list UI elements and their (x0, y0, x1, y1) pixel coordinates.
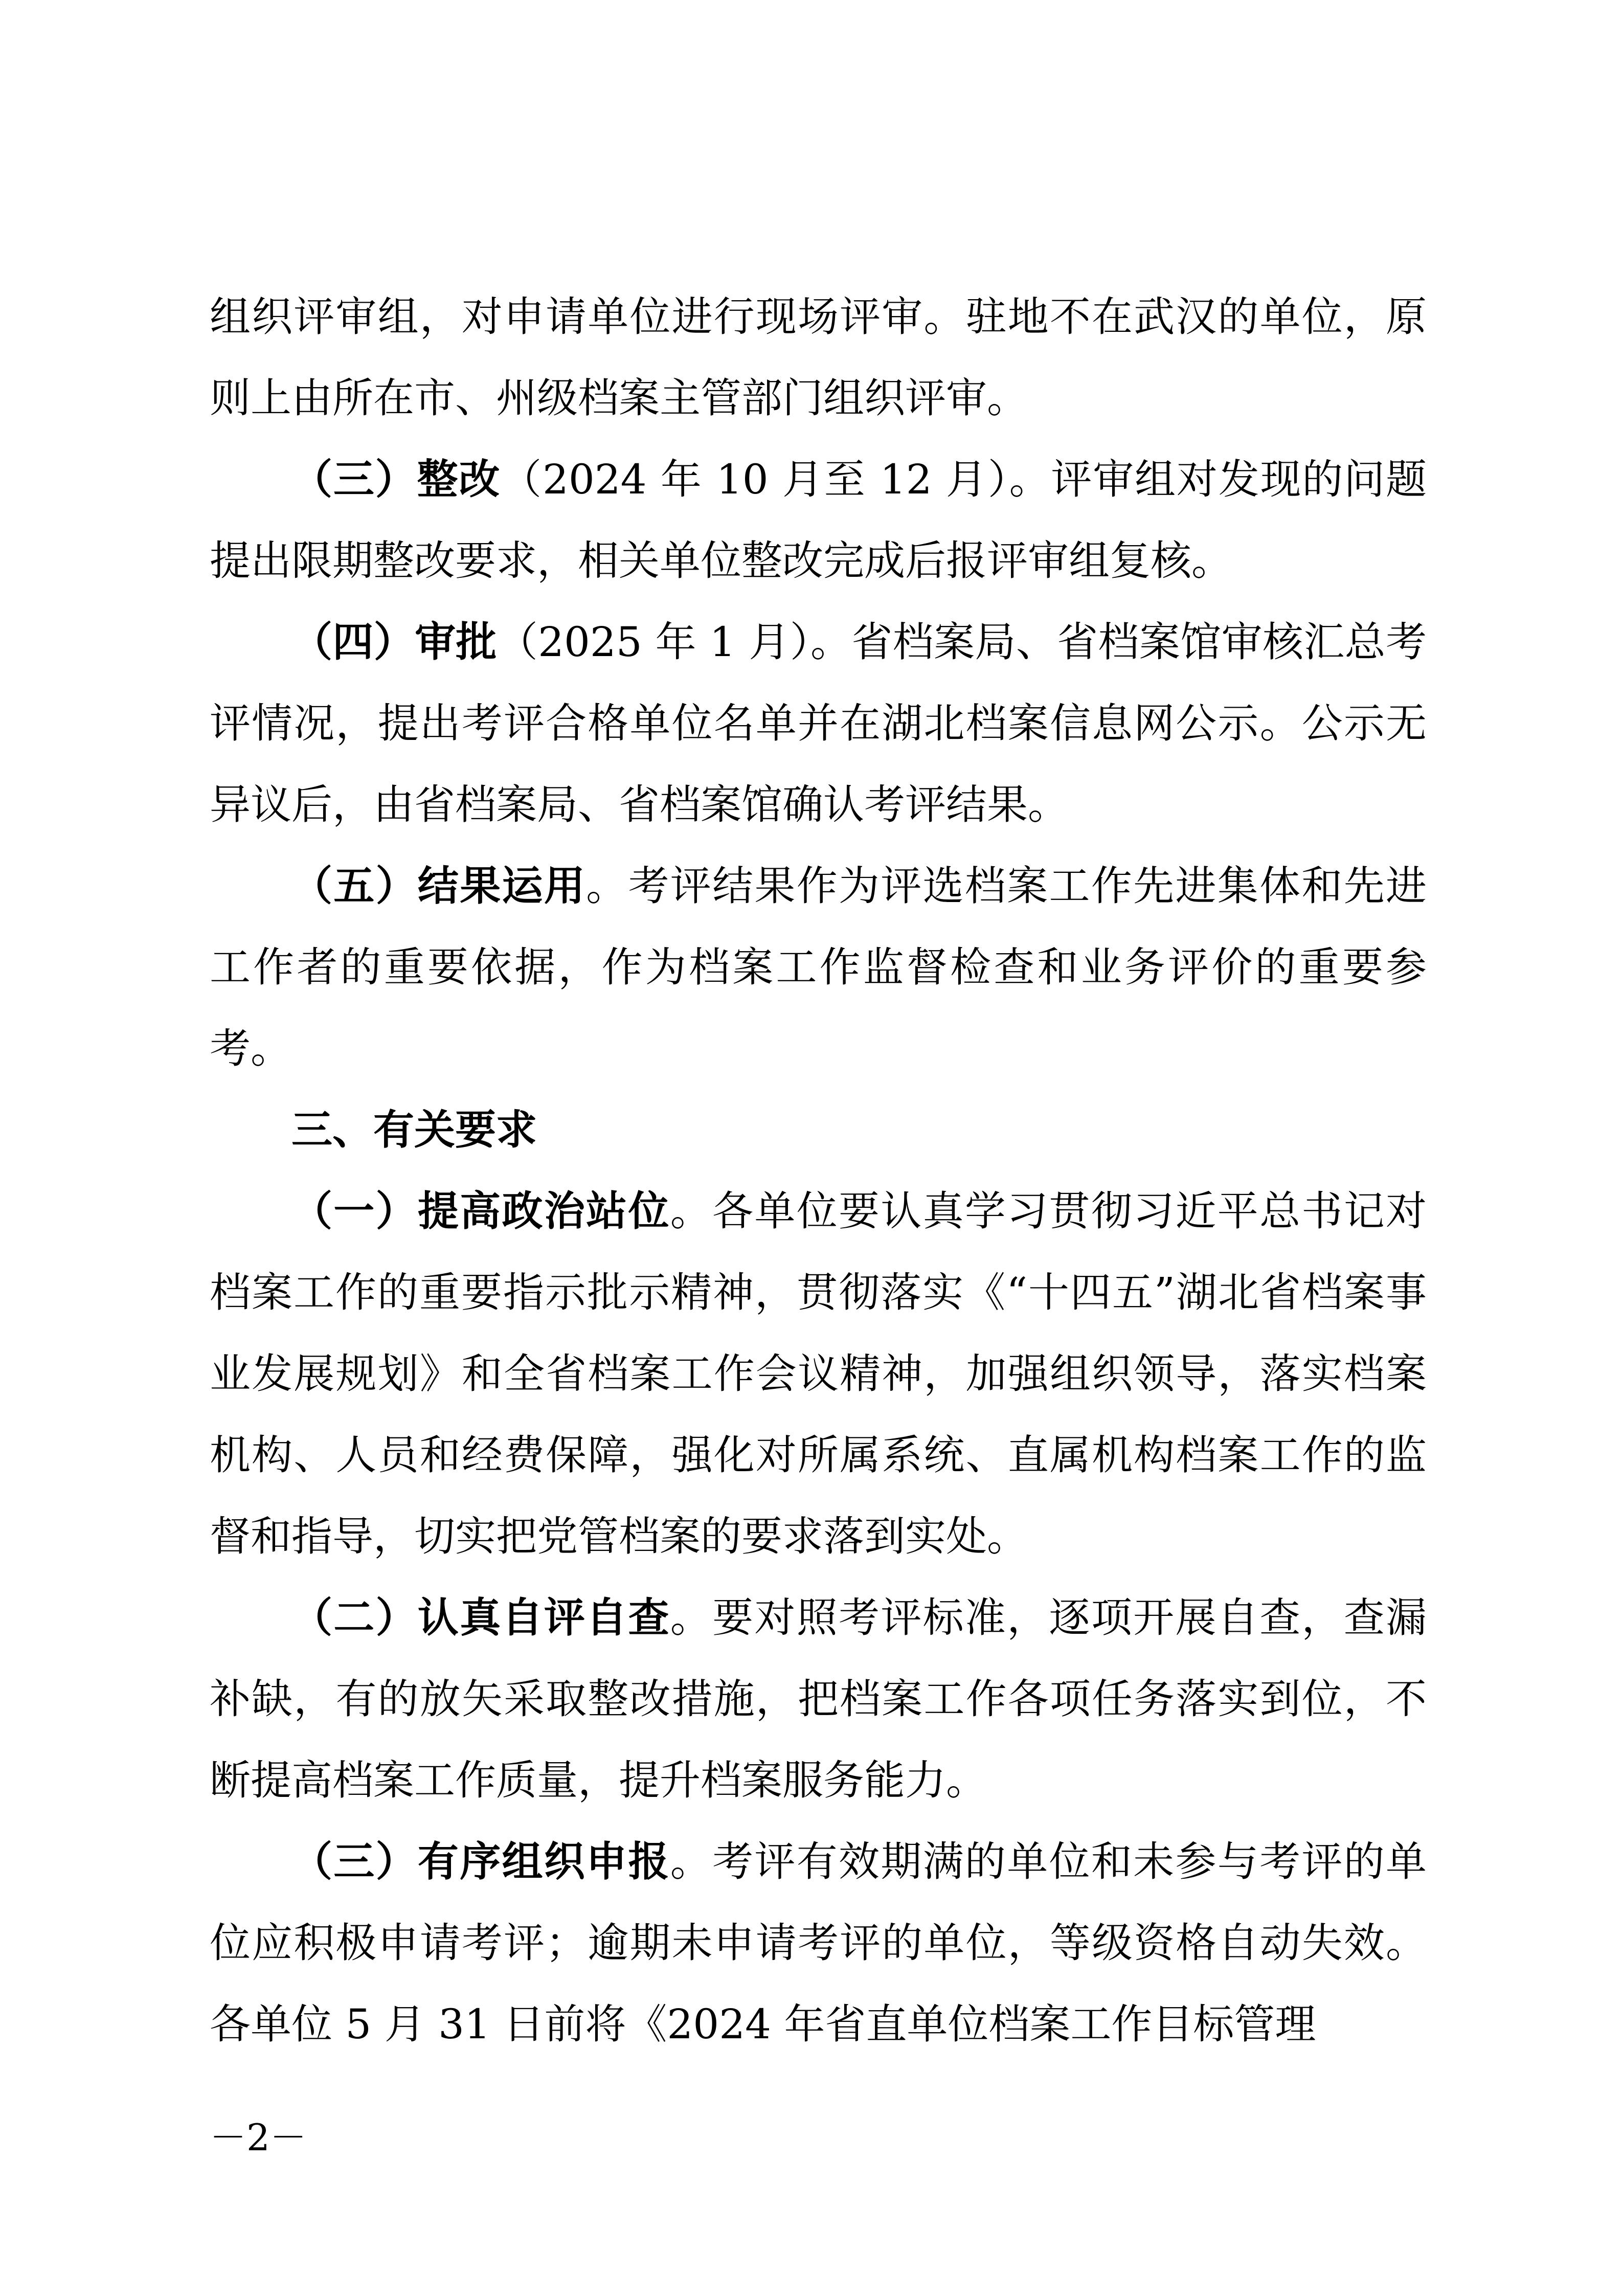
paragraph-rectification (210, 439, 1427, 601)
paragraph-review-continuation (210, 276, 1427, 439)
paragraph-self-evaluation (210, 1577, 1427, 1821)
paragraph-lead: （四）审批 (291, 618, 497, 666)
paragraph-lead: （三）整改 (291, 455, 501, 503)
paragraph-text: （2025 年 1 月）。省档案局、省档案馆审核汇总考评情况，提出考评合格单位名单并在湖北档案信息网公示。公示无异议后，由省档案局、省档案馆确认考评结果。 (210, 618, 1427, 828)
paragraph-political-standing (210, 1170, 1427, 1577)
paragraph-orderly-application (210, 1821, 1427, 2065)
section-heading: 三、有关要求 (291, 1106, 537, 1154)
paragraph-text: 。考评结果作为评选档案工作先进集体和先进工作者的重要依据，作为档案工作监督检查和业务评价的重要参考。 (210, 862, 1427, 1072)
paragraph-result-application (210, 845, 1427, 1089)
document-body (210, 276, 1427, 2065)
paragraph-text: 。要对照考评标准，逐项开展自查，查漏补缺，有的放矢采取整改措施，把档案工作各项任务落实到位，不断提高档案工作质量，提升档案服务能力。 (210, 1594, 1427, 1804)
paragraph-text: （2024 年 10 月至 12 月）。评审组对发现的问题提出限期整改要求，相关单位整改完成后报评审组复核。 (210, 456, 1427, 584)
paragraph-text: 。考评有效期满的单位和未参与考评的单位应积极申请考评；逾期未申请考评的单位，等级资格自动失效。各单位 5 月 31 日前将《2024 年省直单位档案工作目标管理 (210, 1838, 1427, 2048)
paragraph-lead: （五）结果运用 (291, 862, 587, 910)
paragraph-lead: （二）认真自评自查 (291, 1593, 670, 1641)
paragraph-lead: （一）提高政治站位 (291, 1187, 670, 1235)
paragraph-lead: （三）有序组织申报 (291, 1837, 670, 1885)
page-number: －2－ (210, 2116, 307, 2159)
paragraph-text: 组织评审组，对申请单位进行现场评审。驻地不在武汉的单位，原则上由所在市、州级档案主管部门组织评审。 (210, 293, 1427, 422)
paragraph-text: 。各单位要认真学习贯彻习近平总书记对档案工作的重要指示批示精神，贯彻落实《“十四五”湖北省档案事业发展规划》和全省档案工作会议精神，加强组织领导，落实档案机构、人员和经费保障，强化对所属系统、直属机构档案工作的监督和指导，切实把党管档案的要求落到实处。 (210, 1187, 1427, 1560)
paragraph-approval (210, 601, 1427, 845)
